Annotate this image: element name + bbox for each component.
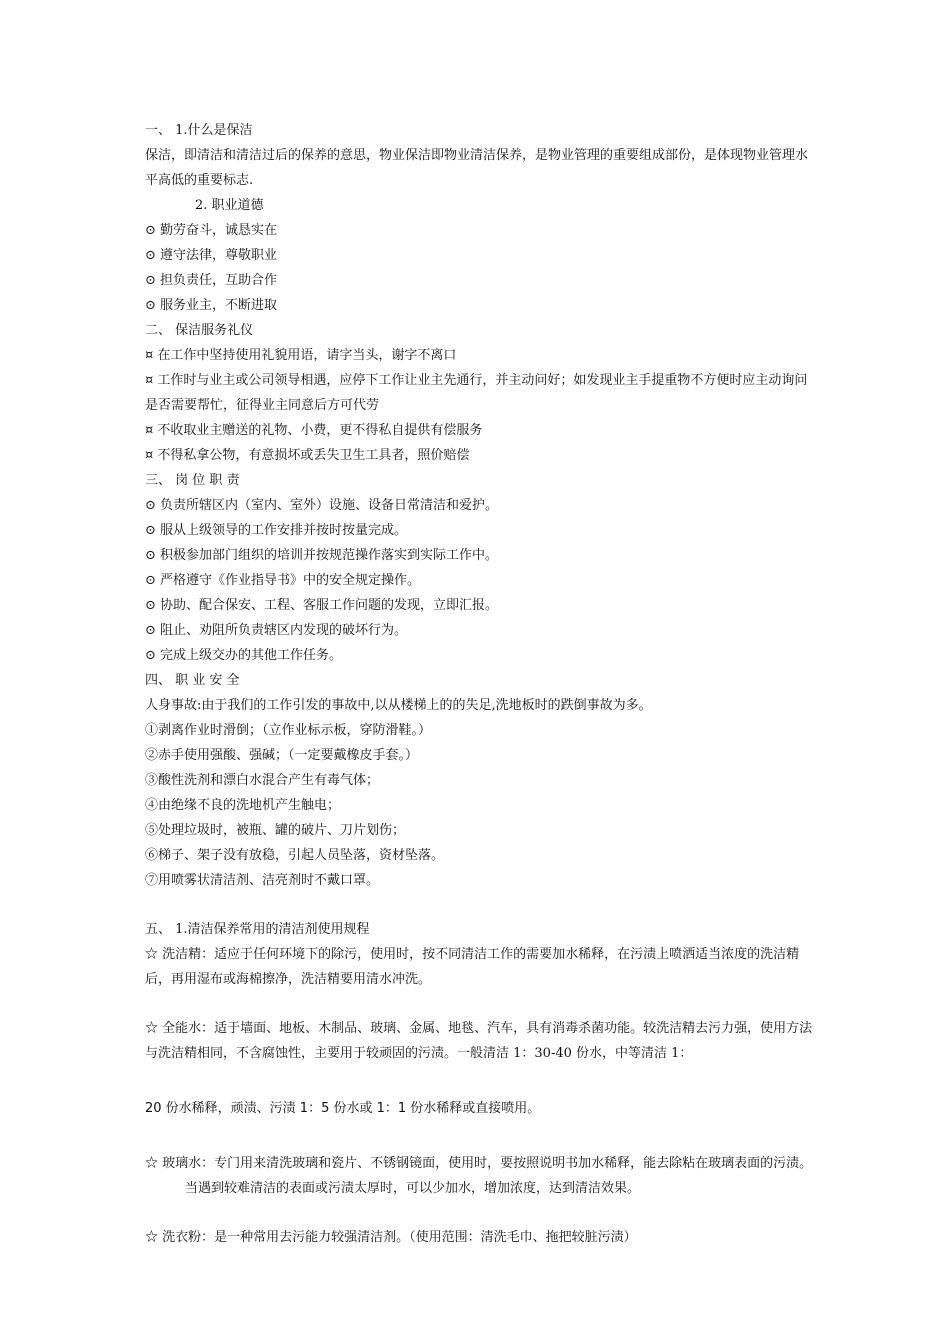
section-3-heading: 三、 岗 位 职 责 (145, 473, 240, 488)
list-item: ⊙ 完成上级交办的其他工作任务。 (145, 648, 343, 663)
section-1-heading: 一、 1.什么是保洁 (145, 123, 253, 138)
list-item: ⊙ 阻止、劝阻所负责辖区内发现的破坏行为。 (145, 623, 408, 638)
list-item: ⑤处理垃圾时，被瓶、罐的破片、刀片划伤； (145, 823, 406, 838)
list-item: ⊙ 服从上级领导的工作安排并按时按量完成。 (145, 523, 408, 538)
list-item: ④由绝缘不良的洗地机产生触电； (145, 798, 341, 813)
list-item: ⊙ 勤劳奋斗，诚恳实在 (145, 223, 278, 238)
list-item: ⊙ 协助、配合保安、工程、客服工作问题的发现，立即汇报。 (145, 598, 499, 613)
document-body (145, 118, 815, 1250)
spacer (145, 992, 815, 1016)
list-item: ☆ 洗洁精：适应于任何环境下的除污，使用时，按不同清洁工作的需要加水稀释，在污渍上喷洒适当浓度的洗洁精后，再用湿布或海棉擦净，洗洁精要用清水冲洗。 (145, 947, 800, 987)
list-item: ⊙ 积极参加部门组织的培训并按规范操作落实到实际工作中。 (145, 548, 499, 563)
list-item: ⊙ 担负责任，互助合作 (145, 273, 278, 288)
section-4-heading: 四、 职 业 安 全 (145, 673, 240, 688)
list-item: ⊙ 负责所辖区内（室内、室外）设施、设备日常清洁和爱护。 (145, 498, 499, 513)
list-item: ¤ 不得私拿公物，有意损坏或丢失卫生工具者，照价赔偿 (145, 448, 470, 463)
section-1-paragraph: 保洁，即清洁和清洁过后的保养的意思，物业保洁即物业清洁保养，是物业管理的重要组成部份，是体现物业管理水平高低的重要标志. (145, 148, 809, 188)
list-item: ☆ 玻璃水：专门用来清洗玻璃和瓷片、不锈钢镜面，使用时，要按照说明书加水稀释，能去除粘在玻璃表面的污渍。当遇到较难清洁的表面或污渍太厚时，可以少加水，增加浓度，达到清洁效果。 (145, 1156, 813, 1196)
spacer (145, 893, 815, 917)
list-item: ⊙ 严格遵守《作业指导书》中的安全规定操作。 (145, 573, 421, 588)
list-item: ⑦用喷雾状清洁剂、洁亮剂时不戴口罩。 (145, 873, 380, 888)
section-5-heading: 五、 1.清洁保养常用的清洁剂使用规程 (145, 922, 370, 937)
spacer (145, 1201, 815, 1225)
list-item: ②赤手使用强酸、强碱；（一定要戴橡皮手套。） (145, 748, 419, 763)
list-item: ☆ 洗衣粉：是一种常用去污能力较强清洁剂。（使用范围：清洗毛巾、拖把较脏污渍） (145, 1230, 637, 1245)
list-item: ③酸性洗剂和漂白水混合产生有毒气体； (145, 773, 380, 788)
list-item: ⑥梯子、架子没有放稳，引起人员坠落，资材坠落。 (145, 848, 445, 863)
section-2-heading: 二、 保洁服务礼仪 (145, 323, 254, 338)
list-item-continuation: 20 份水稀释，顽渍、污渍 1：5 份水或 1：1 份水稀释或直接喷用。 (145, 1101, 541, 1116)
list-item: ¤ 工作时与业主或公司领导相遇，应停下工作让业主先通行，并主动问好；如发现业主手提重物不方便时应主动询问是否需要帮忙，征得业主同意后方可代劳 (145, 373, 808, 413)
spacer (145, 1121, 815, 1151)
list-item: ¤ 不收取业主赠送的礼物、小费，更不得私自提供有偿服务 (145, 423, 483, 438)
safety-intro: 人身事故:由于我们的工作引发的事故中,以从楼梯上的的失足,洗地板时的跌倒事故为多。 (145, 698, 652, 713)
list-item: ⊙ 服务业主，不断进取 (145, 298, 278, 313)
spacer (145, 1066, 815, 1096)
subsection-2-heading: 2. 职业道德 (195, 198, 264, 213)
list-item: ☆ 全能水：适于墙面、地板、木制品、玻璃、金属、地毯、汽车，具有消毒杀菌功能。较洗洁精去污力强，使用方法与洗洁精相同，不含腐蚀性，主要用于较顽固的污渍。一般清洁 1：30-40 份水，中等清洁 1： (145, 1021, 813, 1061)
list-item: ①剥离作业时滑倒；（立作业标示板，穿防滑鞋。） (145, 723, 432, 738)
list-item: ¤ 在工作中坚持使用礼貌用语，请字当头，谢字不离口 (145, 348, 457, 363)
list-item: ⊙ 遵守法律，尊敬职业 (145, 248, 278, 263)
